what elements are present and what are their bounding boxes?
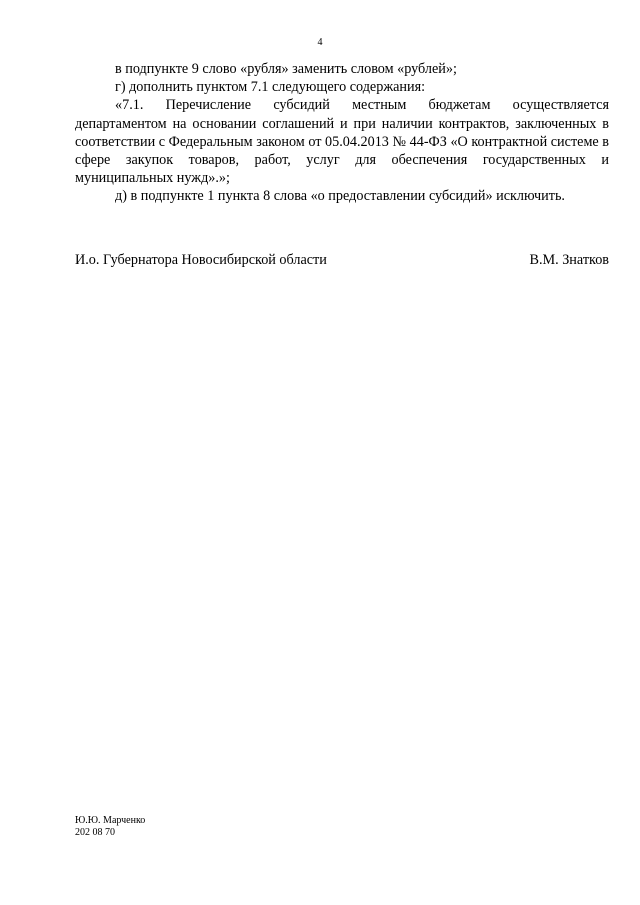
executor-phone: 202 08 70 xyxy=(75,827,115,838)
paragraph-exclude: д) в подпункте 1 пункта 8 слова «о предоставлении субсидий» исключить. xyxy=(115,188,565,205)
executor-block xyxy=(75,815,145,839)
signatory-position: И.о. Губернатора Новосибирской области xyxy=(75,252,327,268)
page-number: 4 xyxy=(317,37,323,48)
document-body xyxy=(75,60,609,206)
paragraph-item-7-1: «7.1. Перечисление субсидий местным бюджетам осуществляется департаментом на основании соглашений и при наличии контрактов, заключенных в соответствии с Федеральным законом от 05.04.2013 № 44-ФЗ «О контрактной системе в сфере закупок товаров, работ, услуг для обеспечения государственных и муниципальных нужд».»; xyxy=(75,97,609,187)
paragraph-add-item: г) дополнить пунктом 7.1 следующего содержания: xyxy=(115,79,426,96)
paragraph-rubles: в подпункте 9 слово «рубля» заменить словом «рублей»; xyxy=(115,61,457,77)
signatory-name: В.М. Знатков xyxy=(529,252,609,268)
signature-block xyxy=(75,251,609,269)
executor-name: Ю.Ю. Марченко xyxy=(75,815,146,826)
